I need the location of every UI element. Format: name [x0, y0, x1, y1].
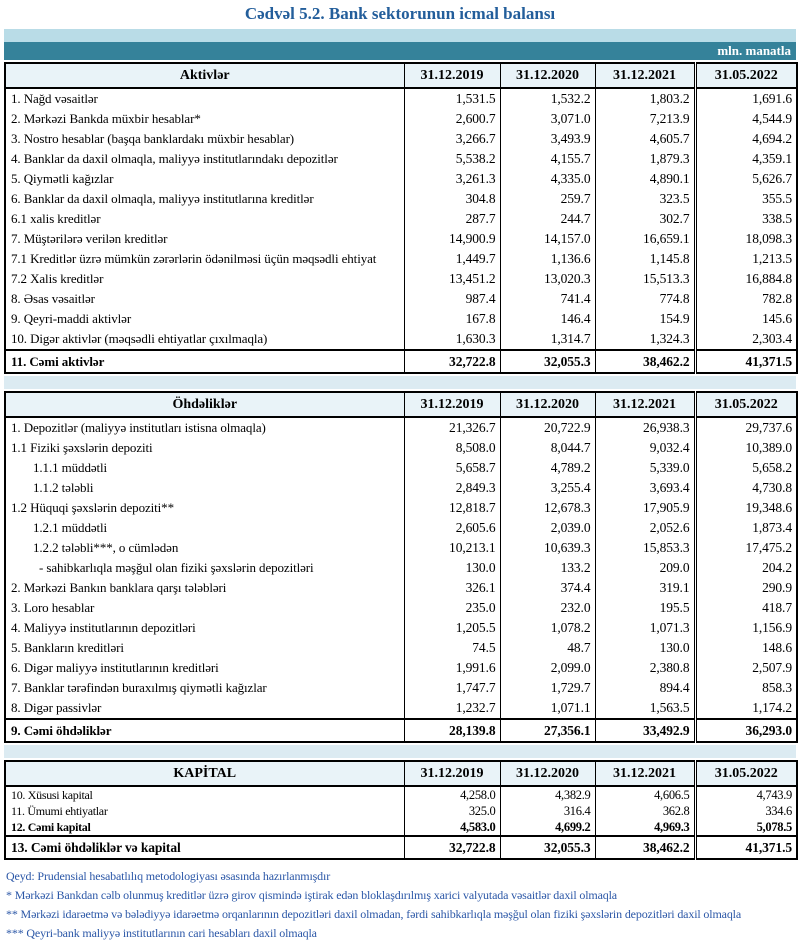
cell-value: 7,213.9 — [595, 109, 695, 129]
cell-value: 9,032.4 — [595, 438, 695, 458]
row-label: 7. Banklar tərəfindən buraxılmış qiymətli kağızlar — [5, 678, 404, 698]
cell-value: 1,532.2 — [500, 88, 595, 109]
section-spacer — [4, 376, 796, 389]
cell-value: 167.8 — [404, 309, 500, 329]
cell-value: 4,382.9 — [500, 786, 595, 803]
cell-value: 4,969.3 — [595, 819, 695, 836]
table-row — [5, 229, 797, 249]
cell-value: 418.7 — [695, 598, 797, 618]
cell-value: 4,605.7 — [595, 129, 695, 149]
cell-value: 244.7 — [500, 209, 595, 229]
cell-value: 204.2 — [695, 558, 797, 578]
table-row — [5, 836, 797, 859]
cell-value: 4,694.2 — [695, 129, 797, 149]
table-row — [5, 658, 797, 678]
table-row — [5, 88, 797, 109]
cell-value: 3,071.0 — [500, 109, 595, 129]
cell-value: 4,155.7 — [500, 149, 595, 169]
cell-value: 33,492.9 — [595, 719, 695, 742]
cell-value: 1,324.3 — [595, 329, 695, 350]
cell-value: 3,693.4 — [595, 478, 695, 498]
cell-value: 858.3 — [695, 678, 797, 698]
cell-value: 5,078.5 — [695, 819, 797, 836]
cell-value: 32,055.3 — [500, 836, 595, 859]
section-title: KAPİTAL — [5, 761, 404, 786]
cell-value: 130.0 — [404, 558, 500, 578]
row-label: 4. Banklar da daxil olmaqla, maliyyə institutlarındakı depozitlər — [5, 149, 404, 169]
table-row — [5, 458, 797, 478]
cell-value: 304.8 — [404, 189, 500, 209]
cell-value: 4,606.5 — [595, 786, 695, 803]
table-row — [5, 209, 797, 229]
cell-value: 334.6 — [695, 803, 797, 819]
cell-value: 13,020.3 — [500, 269, 595, 289]
cell-value: 4,583.0 — [404, 819, 500, 836]
cell-value: 29,737.6 — [695, 417, 797, 438]
cell-value: 302.7 — [595, 209, 695, 229]
cell-value: 26,938.3 — [595, 417, 695, 438]
row-label: 1.1 Fiziki şəxslərin depoziti — [5, 438, 404, 458]
table-row — [5, 109, 797, 129]
column-header: 31.12.2019 — [404, 761, 500, 786]
cell-value: 4,258.0 — [404, 786, 500, 803]
cell-value: 1,174.2 — [695, 698, 797, 719]
cell-value: 130.0 — [595, 638, 695, 658]
cell-value: 1,747.7 — [404, 678, 500, 698]
cell-value: 1,803.2 — [595, 88, 695, 109]
cell-value: 4,359.1 — [695, 149, 797, 169]
table-row — [5, 538, 797, 558]
cell-value: 195.5 — [595, 598, 695, 618]
table-row — [5, 598, 797, 618]
cell-value: 20,722.9 — [500, 417, 595, 438]
section-header-row — [5, 392, 797, 417]
table-row — [5, 678, 797, 698]
table-row — [5, 309, 797, 329]
column-header: 31.05.2022 — [695, 392, 797, 417]
cell-value: 15,513.3 — [595, 269, 695, 289]
column-header: 31.12.2020 — [500, 63, 595, 88]
cell-value: 21,326.7 — [404, 417, 500, 438]
section-header-row — [5, 63, 797, 88]
cell-value: 27,356.1 — [500, 719, 595, 742]
cell-value: 4,335.0 — [500, 169, 595, 189]
cell-value: 14,157.0 — [500, 229, 595, 249]
cell-value: 362.8 — [595, 803, 695, 819]
row-label: 1. Nağd vəsaitlər — [5, 88, 404, 109]
cell-value: 1,991.6 — [404, 658, 500, 678]
cell-value: 209.0 — [595, 558, 695, 578]
footnote-line: * Mərkəzi Bankdan cəlb olunmuş kreditlər üzrə girov qismində iştirak edən bloklaşdırılmış xarici valyutada vəsaitlər daxil olmaqla — [6, 888, 617, 902]
row-label: 8. Əsas vəsaitlər — [5, 289, 404, 309]
cell-value: 4,699.2 — [500, 819, 595, 836]
table-row — [5, 478, 797, 498]
cell-value: 316.4 — [500, 803, 595, 819]
row-label: 1.2 Hüquqi şəxslərin depoziti** — [5, 498, 404, 518]
cell-value: 12,818.7 — [404, 498, 500, 518]
cell-value: 13,451.2 — [404, 269, 500, 289]
table-row — [5, 329, 797, 350]
cell-value: 1,531.5 — [404, 88, 500, 109]
cell-value: 17,905.9 — [595, 498, 695, 518]
cell-value: 148.6 — [695, 638, 797, 658]
cell-value: 2,600.7 — [404, 109, 500, 129]
cell-value: 1,879.3 — [595, 149, 695, 169]
liabilities-table — [4, 391, 798, 743]
cell-value: 41,371.5 — [695, 836, 797, 859]
table-row — [5, 438, 797, 458]
footnote-line: ** Mərkəzi idarəetmə və bələdiyyə idarəetmə orqanlarının depozitləri daxil olmadan, fərdi sahibkarlıqla məşğul olan fiziki şəxslərin depozitləri daxil olmaqla — [6, 907, 742, 921]
table-row — [5, 518, 797, 538]
column-header: 31.12.2021 — [595, 761, 695, 786]
cell-value: 5,626.7 — [695, 169, 797, 189]
cell-value: 146.4 — [500, 309, 595, 329]
section-spacer — [4, 745, 796, 758]
cell-value: 323.5 — [595, 189, 695, 209]
row-label: 11. Ümumi ehtiyatlar — [5, 803, 404, 819]
row-label: 9. Qeyri-maddi aktivlər — [5, 309, 404, 329]
cell-value: 5,538.2 — [404, 149, 500, 169]
cell-value: 41,371.5 — [695, 350, 797, 373]
cell-value: 1,213.5 — [695, 249, 797, 269]
cell-value: 4,890.1 — [595, 169, 695, 189]
row-label: 6.1 xalis kreditlər — [5, 209, 404, 229]
table-row — [5, 129, 797, 149]
row-label: 8. Digər passivlər — [5, 698, 404, 719]
row-label: 3. Nostro hesablar (başqa banklardakı müxbir hesablar) — [5, 129, 404, 149]
table-row — [5, 638, 797, 658]
column-header: 31.05.2022 — [695, 761, 797, 786]
cell-value: 16,659.1 — [595, 229, 695, 249]
cell-value: 1,630.3 — [404, 329, 500, 350]
cell-value: 1,873.4 — [695, 518, 797, 538]
row-label: 7.2 Xalis kreditlər — [5, 269, 404, 289]
cell-value: 319.1 — [595, 578, 695, 598]
row-label: - sahibkarlıqla məşğul olan fiziki şəxslərin depozitləri — [5, 558, 404, 578]
cell-value: 326.1 — [404, 578, 500, 598]
column-header: 31.12.2019 — [404, 63, 500, 88]
cell-value: 10,389.0 — [695, 438, 797, 458]
cell-value: 325.0 — [404, 803, 500, 819]
row-label: 1.1.1 müddətli — [5, 458, 404, 478]
row-label: 1.1.2 tələbli — [5, 478, 404, 498]
cell-value: 2,849.3 — [404, 478, 500, 498]
cell-value: 19,348.6 — [695, 498, 797, 518]
cell-value: 1,729.7 — [500, 678, 595, 698]
cell-value: 287.7 — [404, 209, 500, 229]
cell-value: 1,078.2 — [500, 618, 595, 638]
row-label: 2. Mərkəzi Bankda müxbir hesablar* — [5, 109, 404, 129]
column-header: 31.12.2019 — [404, 392, 500, 417]
table-row — [5, 578, 797, 598]
cell-value: 259.7 — [500, 189, 595, 209]
cell-value: 894.4 — [595, 678, 695, 698]
cell-value: 3,255.4 — [500, 478, 595, 498]
table-row — [5, 289, 797, 309]
row-label: 7.1 Kreditlər üzrə mümkün zərərlərin ödənilməsi üçün məqsədli ehtiyat — [5, 249, 404, 269]
cell-value: 987.4 — [404, 289, 500, 309]
cell-value: 38,462.2 — [595, 350, 695, 373]
cell-value: 1,071.1 — [500, 698, 595, 719]
top-band — [4, 29, 796, 42]
cell-value: 10,213.1 — [404, 538, 500, 558]
table-row — [5, 498, 797, 518]
unit-band — [4, 42, 796, 60]
row-label: 1. Depozitlər (maliyyə institutları istisna olmaqla) — [5, 417, 404, 438]
column-header: 31.12.2021 — [595, 392, 695, 417]
page-title: Cədvəl 5.2. Bank sektorunun icmal balansı — [244, 4, 556, 23]
row-label: 1.2.1 müddətli — [5, 518, 404, 538]
footnote-line: Qeyd: Prudensial hesabatlılıq metodologiyası əsasında hazırlanmışdır — [6, 869, 331, 883]
cell-value: 2,052.6 — [595, 518, 695, 538]
row-label: 1.2.2 tələbli***, o cümlədən — [5, 538, 404, 558]
cell-value: 774.8 — [595, 289, 695, 309]
table-row — [5, 803, 797, 819]
cell-value: 1,314.7 — [500, 329, 595, 350]
cell-value: 32,722.8 — [404, 836, 500, 859]
column-header: 31.12.2020 — [500, 392, 595, 417]
cell-value: 5,339.0 — [595, 458, 695, 478]
cell-value: 4,743.9 — [695, 786, 797, 803]
row-label: 6. Digər maliyyə institutlarının kreditləri — [5, 658, 404, 678]
cell-value: 17,475.2 — [695, 538, 797, 558]
cell-value: 8,508.0 — [404, 438, 500, 458]
cell-value: 38,462.2 — [595, 836, 695, 859]
cell-value: 5,658.7 — [404, 458, 500, 478]
cell-value: 2,507.9 — [695, 658, 797, 678]
cell-value: 782.8 — [695, 289, 797, 309]
column-header: 31.12.2021 — [595, 63, 695, 88]
table-row — [5, 249, 797, 269]
cell-value: 4,544.9 — [695, 109, 797, 129]
table-row — [5, 618, 797, 638]
cell-value: 741.4 — [500, 289, 595, 309]
cell-value: 374.4 — [500, 578, 595, 598]
section-title: Aktivlər — [5, 63, 404, 88]
cell-value: 1,145.8 — [595, 249, 695, 269]
unit-label: mln. manatla — [717, 43, 791, 58]
cell-value: 18,098.3 — [695, 229, 797, 249]
cell-value: 232.0 — [500, 598, 595, 618]
cell-value: 48.7 — [500, 638, 595, 658]
cell-value: 15,853.3 — [595, 538, 695, 558]
table-row — [5, 558, 797, 578]
cell-value: 4,789.2 — [500, 458, 595, 478]
cell-value: 1,205.5 — [404, 618, 500, 638]
cell-value: 4,730.8 — [695, 478, 797, 498]
cell-value: 8,044.7 — [500, 438, 595, 458]
footnotes — [4, 867, 796, 943]
cell-value: 1,136.6 — [500, 249, 595, 269]
table-row — [5, 149, 797, 169]
cell-value: 32,055.3 — [500, 350, 595, 373]
capital-table — [4, 760, 798, 860]
row-label: 12. Cəmi kapital — [5, 819, 404, 836]
cell-value: 2,039.0 — [500, 518, 595, 538]
cell-value: 355.5 — [695, 189, 797, 209]
cell-value: 1,691.6 — [695, 88, 797, 109]
row-label: 5. Qiymətli kağızlar — [5, 169, 404, 189]
cell-value: 3,261.3 — [404, 169, 500, 189]
section-header-row — [5, 761, 797, 786]
cell-value: 1,156.9 — [695, 618, 797, 638]
table-row — [5, 719, 797, 742]
cell-value: 133.2 — [500, 558, 595, 578]
row-label: 3. Loro hesablar — [5, 598, 404, 618]
row-label: 6. Banklar da daxil olmaqla, maliyyə institutlarına kreditlər — [5, 189, 404, 209]
table-row — [5, 819, 797, 836]
cell-value: 36,293.0 — [695, 719, 797, 742]
row-label: 13. Cəmi öhdəliklər və kapital — [5, 836, 404, 859]
cell-value: 2,099.0 — [500, 658, 595, 678]
cell-value: 338.5 — [695, 209, 797, 229]
cell-value: 2,605.6 — [404, 518, 500, 538]
table-row — [5, 350, 797, 373]
row-label: 9. Cəmi öhdəliklər — [5, 719, 404, 742]
cell-value: 14,900.9 — [404, 229, 500, 249]
table-row — [5, 169, 797, 189]
row-label: 10. Xüsusi kapital — [5, 786, 404, 803]
table-row — [5, 189, 797, 209]
cell-value: 1,449.7 — [404, 249, 500, 269]
row-label: 11. Cəmi aktivlər — [5, 350, 404, 373]
table-row — [5, 786, 797, 803]
cell-value: 1,071.3 — [595, 618, 695, 638]
cell-value: 1,563.5 — [595, 698, 695, 719]
row-label: 4. Maliyyə institutlarının depozitləri — [5, 618, 404, 638]
cell-value: 16,884.8 — [695, 269, 797, 289]
row-label: 5. Bankların kreditləri — [5, 638, 404, 658]
cell-value: 145.6 — [695, 309, 797, 329]
cell-value: 290.9 — [695, 578, 797, 598]
assets-table — [4, 62, 798, 374]
cell-value: 3,266.7 — [404, 129, 500, 149]
cell-value: 5,658.2 — [695, 458, 797, 478]
footnote-line: *** Qeyri-bank maliyyə institutlarının cari hesabları daxil olmaqla — [6, 926, 317, 940]
cell-value: 28,139.8 — [404, 719, 500, 742]
cell-value: 32,722.8 — [404, 350, 500, 373]
cell-value: 12,678.3 — [500, 498, 595, 518]
cell-value: 154.9 — [595, 309, 695, 329]
table-row — [5, 417, 797, 438]
section-title: Öhdəliklər — [5, 392, 404, 417]
cell-value: 235.0 — [404, 598, 500, 618]
column-header: 31.05.2022 — [695, 63, 797, 88]
cell-value: 1,232.7 — [404, 698, 500, 719]
cell-value: 3,493.9 — [500, 129, 595, 149]
cell-value: 10,639.3 — [500, 538, 595, 558]
row-label: 2. Mərkəzi Bankın banklara qarşı tələbləri — [5, 578, 404, 598]
cell-value: 2,380.8 — [595, 658, 695, 678]
table-row — [5, 698, 797, 719]
table-row — [5, 269, 797, 289]
row-label: 7. Müştərilərə verilən kreditlər — [5, 229, 404, 249]
row-label: 10. Digər aktivlər (məqsədli ehtiyatlar çıxılmaqla) — [5, 329, 404, 350]
cell-value: 2,303.4 — [695, 329, 797, 350]
cell-value: 74.5 — [404, 638, 500, 658]
column-header: 31.12.2020 — [500, 761, 595, 786]
